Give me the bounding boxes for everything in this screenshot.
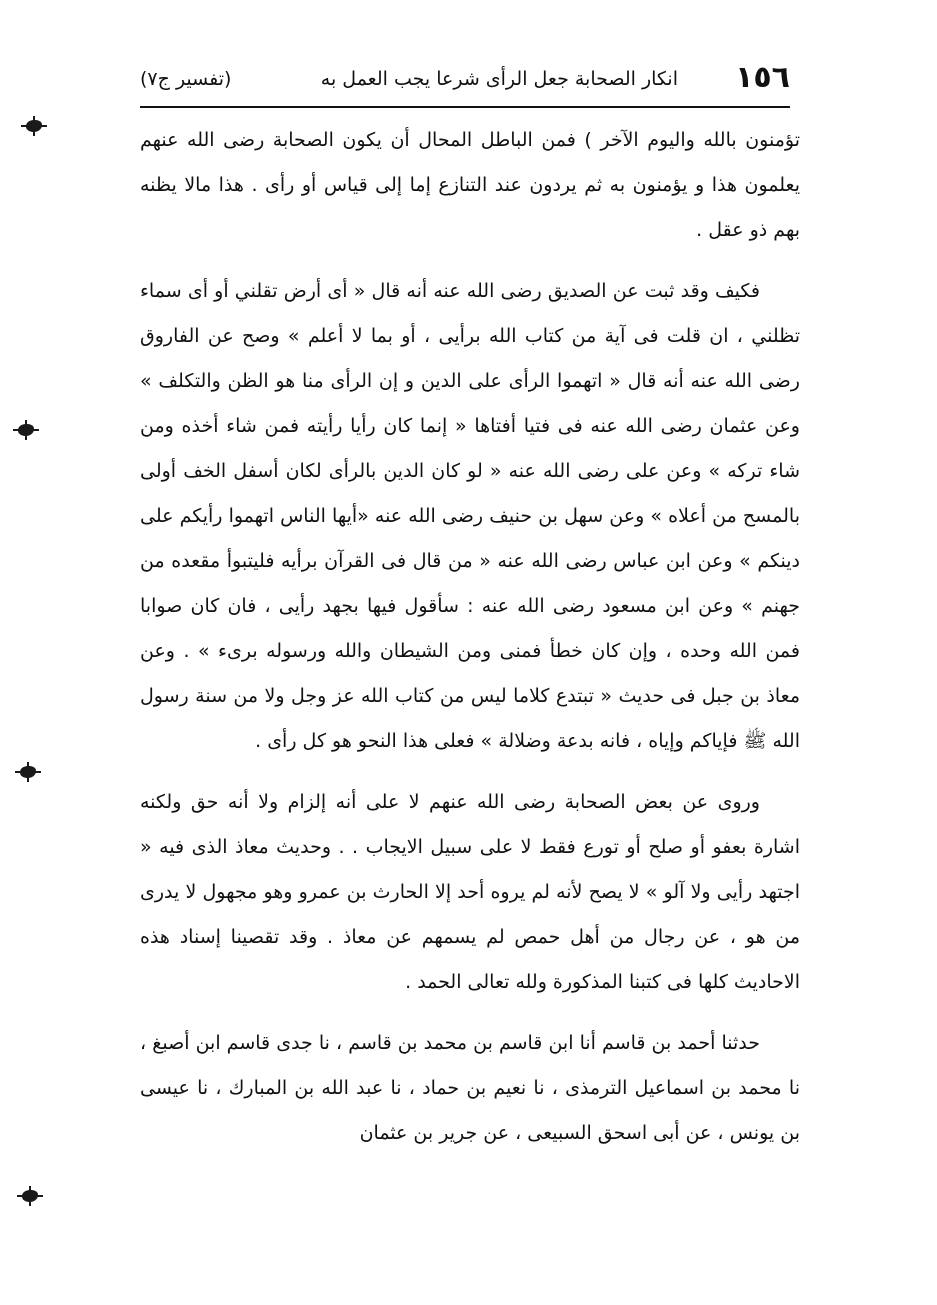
paragraph-4: حدثنا أحمد بن قاسم أنا ابن قاسم بن محمد بن قاسم ، نا جدى قاسم ابن أصبغ ، نا محمد بن اسماعيل الترمذى ، نا نعيم بن حماد ، نا عبد الله بن المبارك ، نا عيسى بن يونس ، عن أبى اسحق السبيعى ، عن جرير بن عثمان [140, 1032, 800, 1144]
header-rule [140, 106, 790, 108]
volume-label: (تفسير ج٧) [140, 68, 232, 90]
paragraph-1: تؤمنون بالله واليوم الآخر ) فمن الباطل المحال أن يكون الصحابة رضى الله عنهم يعلمون هذا و يؤمنون به ثم يردون عند التنازع إما إلى قياس أو رأى . هذا مالا يظنه بهم ذو عقل . [140, 129, 800, 241]
running-title: انكار الصحابة جعل الرأى شرعا يجب العمل به [320, 68, 678, 90]
margin-ink-mark [20, 766, 36, 778]
margin-ink-mark [22, 1190, 38, 1202]
page-number: ١٥٦ [735, 60, 790, 95]
margin-ink-mark [18, 424, 34, 436]
body-text [140, 118, 800, 1156]
paragraph-2: فكيف وقد ثبت عن الصديق رضى الله عنه أنه قال « أى أرض تقلني أو أى سماء تظلني ، ان قلت فى آية من كتاب الله برأيى ، أو بما لا أعلم » وصح عن الفاروق رضى الله عنه أنه قال « اتهموا الرأى على الدين و إن الرأى منا هو الظن والتكلف » وعن عثمان رضى الله عنه فى فتيا أفتاها « إنما كان رأيا رأيته فمن شاء أخذه ومن شاء تركه » وعن على رضى الله عنه « لو كان الدين بالرأى لكان أسفل الخف أولى بالمسح من أعلاه » وعن سهل بن حنيف رضى الله عنه «أيها الناس اتهموا رأيكم على دينكم » وعن ابن عباس رضى الله عنه « من قال فى القرآن برأيه فليتبوأ مقعده من جهنم » وعن ابن مسعود رضى الله عنه : سأقول فيها بجهد رأيى ، فان كان صوابا فمن الله وحده ، وإن كان خطأ فمنى ومن الشيطان والله ورسوله برىء » . وعن معاذ بن جبل فى حديث « تبتدع كلاما ليس من كتاب الله عز وجل ولا من سنة رسول الله ﷺ فإياكم وإياه ، فانه بدعة وضلالة » فعلى هذا النحو هو كل رأى . [140, 280, 800, 752]
page-header [140, 58, 790, 104]
margin-ink-mark [26, 120, 42, 132]
paragraph-3: وروى عن بعض الصحابة رضى الله عنهم لا على أنه إلزام ولا أنه حق ولكنه اشارة بعفو أو صلح أو تورع فقط لا على سبيل الايجاب . . وحديث معاذ الذى فيه « اجتهد رأيى ولا آلو » لا يصح لأنه لم يروه أحد إلا الحارث بن عمرو وهو مجهول لا يدرى من هو ، عن رجال من أهل حمص لم يسمهم عن معاذ . وقد تقصينا إسناد هذه الاحاديث كلها فى كتبنا المذكورة ولله تعالى الحمد . [140, 791, 800, 993]
